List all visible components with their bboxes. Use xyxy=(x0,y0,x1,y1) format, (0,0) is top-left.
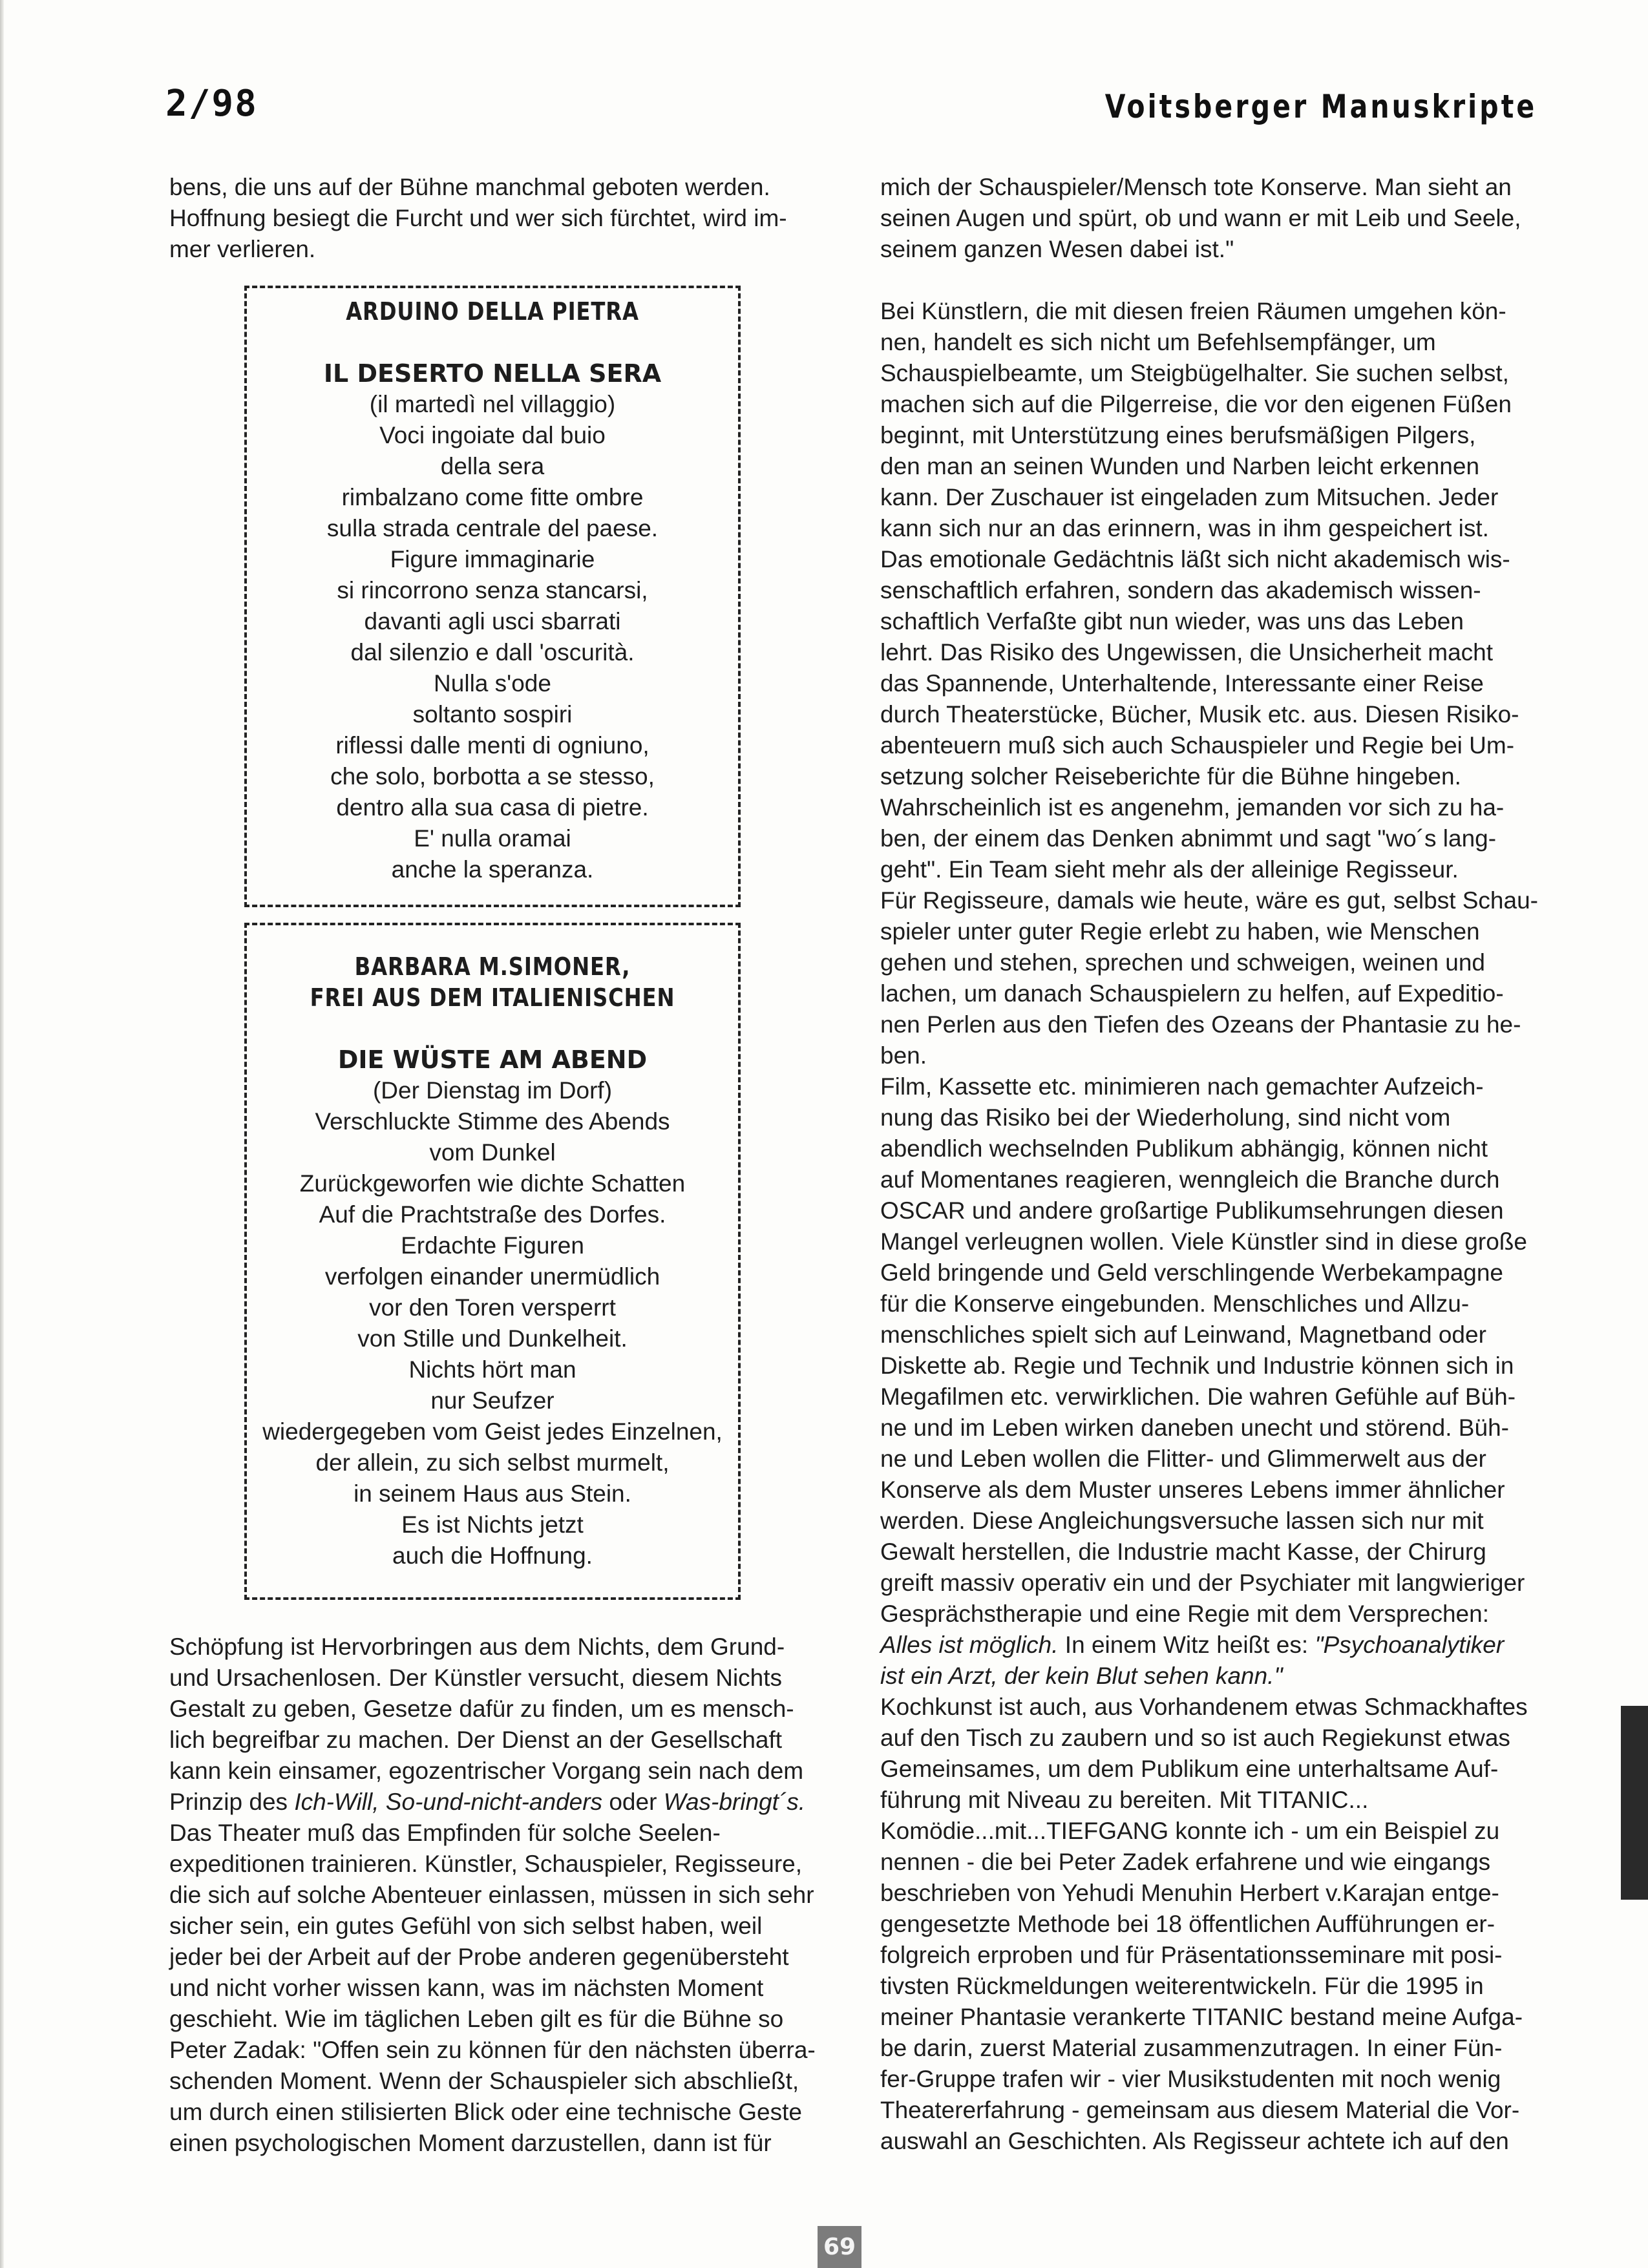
poem-line: Erdachte Figuren xyxy=(401,1232,584,1259)
paragraph-line: nen Perlen aus den Tiefen des Ozeans der Phantasie zu he- xyxy=(880,1011,1521,1038)
paragraph-line: Komödie...mit...TIEFGANG konnte ich - um ein Beispiel zu xyxy=(880,1818,1500,1844)
paragraph-line: für die Konserve eingebunden. Menschliches und Allzu- xyxy=(880,1290,1470,1317)
poem-line: Verschluckte Stimme des Abends xyxy=(315,1108,670,1135)
paragraph-line: kann sich nur an das erinnern, was in ihm gespeichert ist. xyxy=(880,515,1489,541)
paragraph-line: Konserve als dem Muster unseres Lebens immer ähnlicher xyxy=(880,1476,1505,1503)
paragraph-line: Prinzip des Ich-Will, So-und-nicht-anders oder Was-bringt´s. xyxy=(169,1789,805,1815)
poem-line: verfolgen einander unermüdlich xyxy=(324,1263,660,1290)
paragraph-line: das Spannende, Unterhaltende, Interessante einer Reise xyxy=(880,670,1484,697)
paragraph-line: und nicht vorher wissen kann, was im nächsten Moment xyxy=(169,1975,764,2001)
paragraph-line: schenden Moment. Wenn der Schauspieler sich abschließt, xyxy=(169,2068,799,2094)
poem-line: vor den Toren versperrt xyxy=(369,1294,616,1321)
paragraph-line: Peter Zadak: "Offen sein zu können für den nächsten überra- xyxy=(169,2037,816,2063)
paragraph-line: nung das Risiko bei der Wiederholung, sind nicht vom xyxy=(880,1104,1451,1131)
issue-number: 2/98 xyxy=(165,83,258,125)
paragraph-line: bens, die uns auf der Bühne manchmal geboten werden. xyxy=(169,174,770,200)
left-column-intro xyxy=(169,172,822,265)
magazine-title: Voitsberger Manuskripte xyxy=(1104,88,1537,125)
poem-line: dentro alla sua casa di pietre. xyxy=(336,794,649,821)
paragraph-line: geschieht. Wie im täglichen Leben gilt es für die Bühne so xyxy=(169,2006,784,2032)
poem-line: Figure immaginarie xyxy=(390,546,595,572)
paragraph-line: Film, Kassette etc. minimieren nach gemachter Aufzeich- xyxy=(880,1073,1484,1100)
paragraph-line: menschliches spielt sich auf Leinwand, Magnetband oder xyxy=(880,1321,1486,1348)
paragraph-line: senschaftlich erfahren, sondern das akademisch wissen- xyxy=(880,577,1481,604)
paragraph-line: lachen, um danach Schauspielern zu helfen, auf Expeditio- xyxy=(880,980,1504,1007)
paragraph-line: Theatererfahrung - gemeinsam aus diesem Material die Vor- xyxy=(880,2097,1520,2123)
paragraph-line: ben. xyxy=(880,1042,927,1069)
poem-lines xyxy=(247,1075,738,1571)
paragraph-line: geht". Ein Team sieht mehr als der alleinige Regisseur. xyxy=(880,856,1459,883)
paragraph-line: kann. Der Zuschauer ist eingeladen zum Mitsuchen. Jeder xyxy=(880,484,1499,510)
paragraph-line: führung mit Niveau zu bereiten. Mit TITANIC... xyxy=(880,1787,1369,1813)
paragraph-line: sicher sein, ein gutes Gefühl von sich selbst haben, weil xyxy=(169,1913,763,1939)
paragraph-line: kann kein einsamer, egozentrischer Vorgang sein nach dem xyxy=(169,1758,804,1784)
paragraph-line: mer verlieren. xyxy=(169,236,316,262)
poem-box-italian xyxy=(244,286,741,907)
poem-line: in seinem Haus aus Stein. xyxy=(354,1480,631,1507)
poem-line: der allein, zu sich selbst murmelt, xyxy=(315,1449,670,1476)
paragraph-line: durch Theaterstücke, Bücher, Musik etc. aus. Diesen Risiko- xyxy=(880,701,1519,728)
paragraph-line: Das Theater muß das Empfinden für solche Seelen- xyxy=(169,1820,721,1846)
poem-line: Nulla s'ode xyxy=(434,670,551,697)
paragraph-line: auf den Tisch zu zaubern und so ist auch Regiekunst etwas xyxy=(880,1725,1510,1751)
poem-line: E' nulla oramai xyxy=(414,825,571,852)
poem-line: davanti agli usci sbarrati xyxy=(364,608,621,635)
poem-line: von Stille und Dunkelheit. xyxy=(357,1325,628,1352)
poem-line: vom Dunkel xyxy=(429,1139,556,1166)
paragraph-line: Für Regisseure, damals wie heute, wäre es gut, selbst Schau- xyxy=(880,887,1538,914)
paragraph-line: lehrt. Das Risiko des Ungewissen, die Unsicherheit macht xyxy=(880,639,1494,666)
paragraph-line: beginnt, mit Unterstützung eines berufsmäßigen Pilgers, xyxy=(880,422,1476,448)
page-number: 69 xyxy=(818,2226,861,2268)
paragraph-line: Gesprächstherapie und eine Regie mit dem Versprechen: xyxy=(880,1601,1489,1627)
paragraph-line: um durch einen stilisierten Blick oder eine technische Geste xyxy=(169,2099,802,2125)
poem-line: wiedergegeben vom Geist jedes Einzelnen, xyxy=(262,1418,723,1445)
paragraph-line: greift massiv operativ ein und der Psychiater mit langwieriger xyxy=(880,1570,1525,1596)
poem-line: Zurückgeworfen wie dichte Schatten xyxy=(299,1170,686,1197)
poem-lines xyxy=(247,389,738,885)
paragraph-line: machen sich auf die Pilgerreise, die vor den eigenen Füßen xyxy=(880,391,1512,417)
paragraph-line: und Ursachenlosen. Der Künstler versucht, diesem Nichts xyxy=(169,1664,783,1691)
poem-line: Auf die Prachtstraße des Dorfes. xyxy=(319,1201,666,1228)
poem-line: dal silenzio e dall 'oscurità. xyxy=(350,639,635,666)
poem-line: auch die Hoffnung. xyxy=(392,1542,593,1569)
poem-author: ARDUINO DELLA PIETRA xyxy=(346,297,639,326)
poem-line: (il martedì nel villaggio) xyxy=(369,391,616,417)
paragraph-line: ben, der einem das Denken abnimmt und sagt "wo´s lang- xyxy=(880,825,1497,852)
poem-line: Voci ingoiate dal buio xyxy=(379,422,606,448)
scan-edge xyxy=(0,0,4,2268)
paragraph-line: ist ein Arzt, der kein Blut sehen kann." xyxy=(880,1663,1283,1689)
poem-line: (Der Dienstag im Dorf) xyxy=(372,1077,613,1104)
paragraph-line: gehen und stehen, sprechen und schweigen, weinen und xyxy=(880,949,1485,976)
paragraph-line: die sich auf solche Abenteuer einlassen, müssen in sich sehr xyxy=(169,1882,814,1908)
paragraph-line: meiner Phantasie verankerte TITANIC bestand meine Aufga- xyxy=(880,2004,1523,2030)
paragraph-line: Kochkunst ist auch, aus Vorhandenem etwas Schmackhaftes xyxy=(880,1694,1528,1720)
paragraph-line: Wahrscheinlich ist es angenehm, jemanden vor sich zu ha- xyxy=(880,794,1505,821)
paragraph-line: nennen - die bei Peter Zadek erfahrene und wie eingangs xyxy=(880,1849,1491,1875)
paragraph-line: Geld bringende und Geld verschlingende Werbekampagne xyxy=(880,1259,1504,1286)
paragraph-line: be darin, zuerst Material zusammenzutragen. In einer Fün- xyxy=(880,2035,1503,2061)
right-column-intro xyxy=(880,172,1546,265)
paragraph-line: gengesetzte Methode bei 18 öffentlichen Aufführungen er- xyxy=(880,1911,1495,1937)
poem-line: rimbalzano come fitte ombre xyxy=(341,484,644,510)
paragraph-line: abenteuern muß sich auch Schauspieler und Regie bei Um- xyxy=(880,732,1515,759)
paragraph-line: abendlich wechselnden Publikum abhängig, können nicht xyxy=(880,1135,1488,1162)
poem-line: che solo, borbotta a se stesso, xyxy=(330,763,655,790)
paragraph-line: Bei Künstlern, die mit diesen freien Räumen umgehen kön- xyxy=(880,298,1506,324)
left-column-body xyxy=(169,1632,822,2159)
poem-line: riflessi dalle menti di ogniuno, xyxy=(335,732,650,759)
poem-line: nur Seufzer xyxy=(430,1387,555,1414)
paragraph-line: auf Momentanes reagieren, wenngleich die Branche durch xyxy=(880,1166,1500,1193)
right-column-body xyxy=(880,296,1546,2157)
paragraph-line: expeditionen trainieren. Künstler, Schauspieler, Regisseure, xyxy=(169,1851,803,1877)
paragraph-line: Hoffnung besiegt die Furcht und wer sich fürchtet, wird im- xyxy=(169,205,787,231)
paragraph-line: nen, handelt es sich nicht um Befehlsempfänger, um xyxy=(880,329,1436,355)
paragraph-line: ne und im Leben wirken daneben unecht und störend. Büh- xyxy=(880,1414,1509,1441)
poem-line: anche la speranza. xyxy=(391,856,594,883)
paragraph-line: Megafilmen etc. verwirklichen. Die wahren Gefühle auf Büh- xyxy=(880,1383,1516,1410)
paragraph-line: Gemeinsames, um dem Publikum eine unterhaltsame Auf- xyxy=(880,1756,1499,1782)
paragraph-line: OSCAR und andere großartige Publikumsehrungen diesen xyxy=(880,1197,1504,1224)
paragraph-line: werden. Diese Angleichungsversuche lassen sich nur mit xyxy=(880,1507,1484,1534)
poem-line: Es ist Nichts jetzt xyxy=(401,1511,584,1538)
poem-author-line2: FREI AUS DEM ITALIENISCHEN xyxy=(310,983,675,1012)
paragraph-line: Alles ist möglich. In einem Witz heißt es: "Psychoanalytiker xyxy=(880,1632,1505,1658)
paragraph-line: spieler unter guter Regie erlebt zu haben, wie Menschen xyxy=(880,918,1480,945)
paragraph-line: Diskette ab. Regie und Technik und Industrie können sich in xyxy=(880,1352,1514,1379)
poem-line: Nichts hört man xyxy=(408,1356,576,1383)
paragraph-line: Mangel verleugnen wollen. Viele Künstler sind in diese große xyxy=(880,1228,1527,1255)
paragraph-line: Schauspielbeamte, um Steigbügelhalter. Sie suchen selbst, xyxy=(880,360,1509,386)
paragraph-line: auswahl an Geschichten. Als Regisseur achtete ich auf den xyxy=(880,2128,1509,2154)
poem-title: DIE WÜSTE AM ABEND xyxy=(337,1045,648,1074)
paragraph-line: folgreich erproben und für Präsentationsseminare mit posi- xyxy=(880,1942,1503,1968)
paragraph-line: einen psychologischen Moment darzustellen, dann ist für xyxy=(169,2130,772,2156)
paragraph-line: Das emotionale Gedächtnis läßt sich nicht akademisch wis- xyxy=(880,546,1510,572)
paragraph-line: beschrieben von Yehudi Menuhin Herbert v.Karajan entge- xyxy=(880,1880,1499,1906)
paragraph-line: den man an seinen Wunden und Narben leicht erkennen xyxy=(880,453,1480,479)
paragraph-line: jeder bei der Arbeit auf der Probe anderen gegenübersteht xyxy=(169,1944,789,1970)
paragraph-line: lich begreifbar zu machen. Der Dienst an der Gesellschaft xyxy=(169,1727,783,1753)
poem-line: si rincorrono senza stancarsi, xyxy=(337,577,648,604)
paragraph-line: Gewalt herstellen, die Industrie macht Kasse, der Chirurg xyxy=(880,1538,1486,1565)
paragraph-line: mich der Schauspieler/Mensch tote Konserve. Man sieht an xyxy=(880,174,1512,200)
paragraph-line: ne und Leben wollen die Flitter- und Glimmerwelt aus der xyxy=(880,1445,1486,1472)
scan-margin-tab xyxy=(1621,1706,1648,1900)
poem-line: della sera xyxy=(440,453,545,479)
paragraph-line: seinen Augen und spürt, ob und wann er mit Leib und Seele, xyxy=(880,205,1521,231)
paragraph-line: fer-Gruppe trafen wir - vier Musikstudenten mit noch wenig xyxy=(880,2066,1501,2092)
paragraph-line: Schöpfung ist Hervorbringen aus dem Nichts, dem Grund- xyxy=(169,1633,785,1660)
poem-line: soltanto sospiri xyxy=(412,701,573,728)
paragraph-line: setzung solcher Reiseberichte für die Bühne hingeben. xyxy=(880,763,1461,790)
paragraph-line: seinem ganzen Wesen dabei ist." xyxy=(880,236,1234,262)
paragraph-line: schaftlich Verfaßte gibt nun wieder, was uns das Leben xyxy=(880,608,1464,635)
poem-box-german xyxy=(244,923,741,1600)
poem-line: sulla strada centrale del paese. xyxy=(326,515,659,541)
paragraph-line: Gestalt zu geben, Gesetze dafür zu finden, um es mensch- xyxy=(169,1696,794,1722)
poem-title: IL DESERTO NELLA SERA xyxy=(323,359,662,388)
poem-author-line1: BARBARA M.SIMONER, xyxy=(354,952,631,981)
paragraph-line: tivsten Rückmeldungen weiterentwickeln. Für die 1995 in xyxy=(880,1973,1484,1999)
